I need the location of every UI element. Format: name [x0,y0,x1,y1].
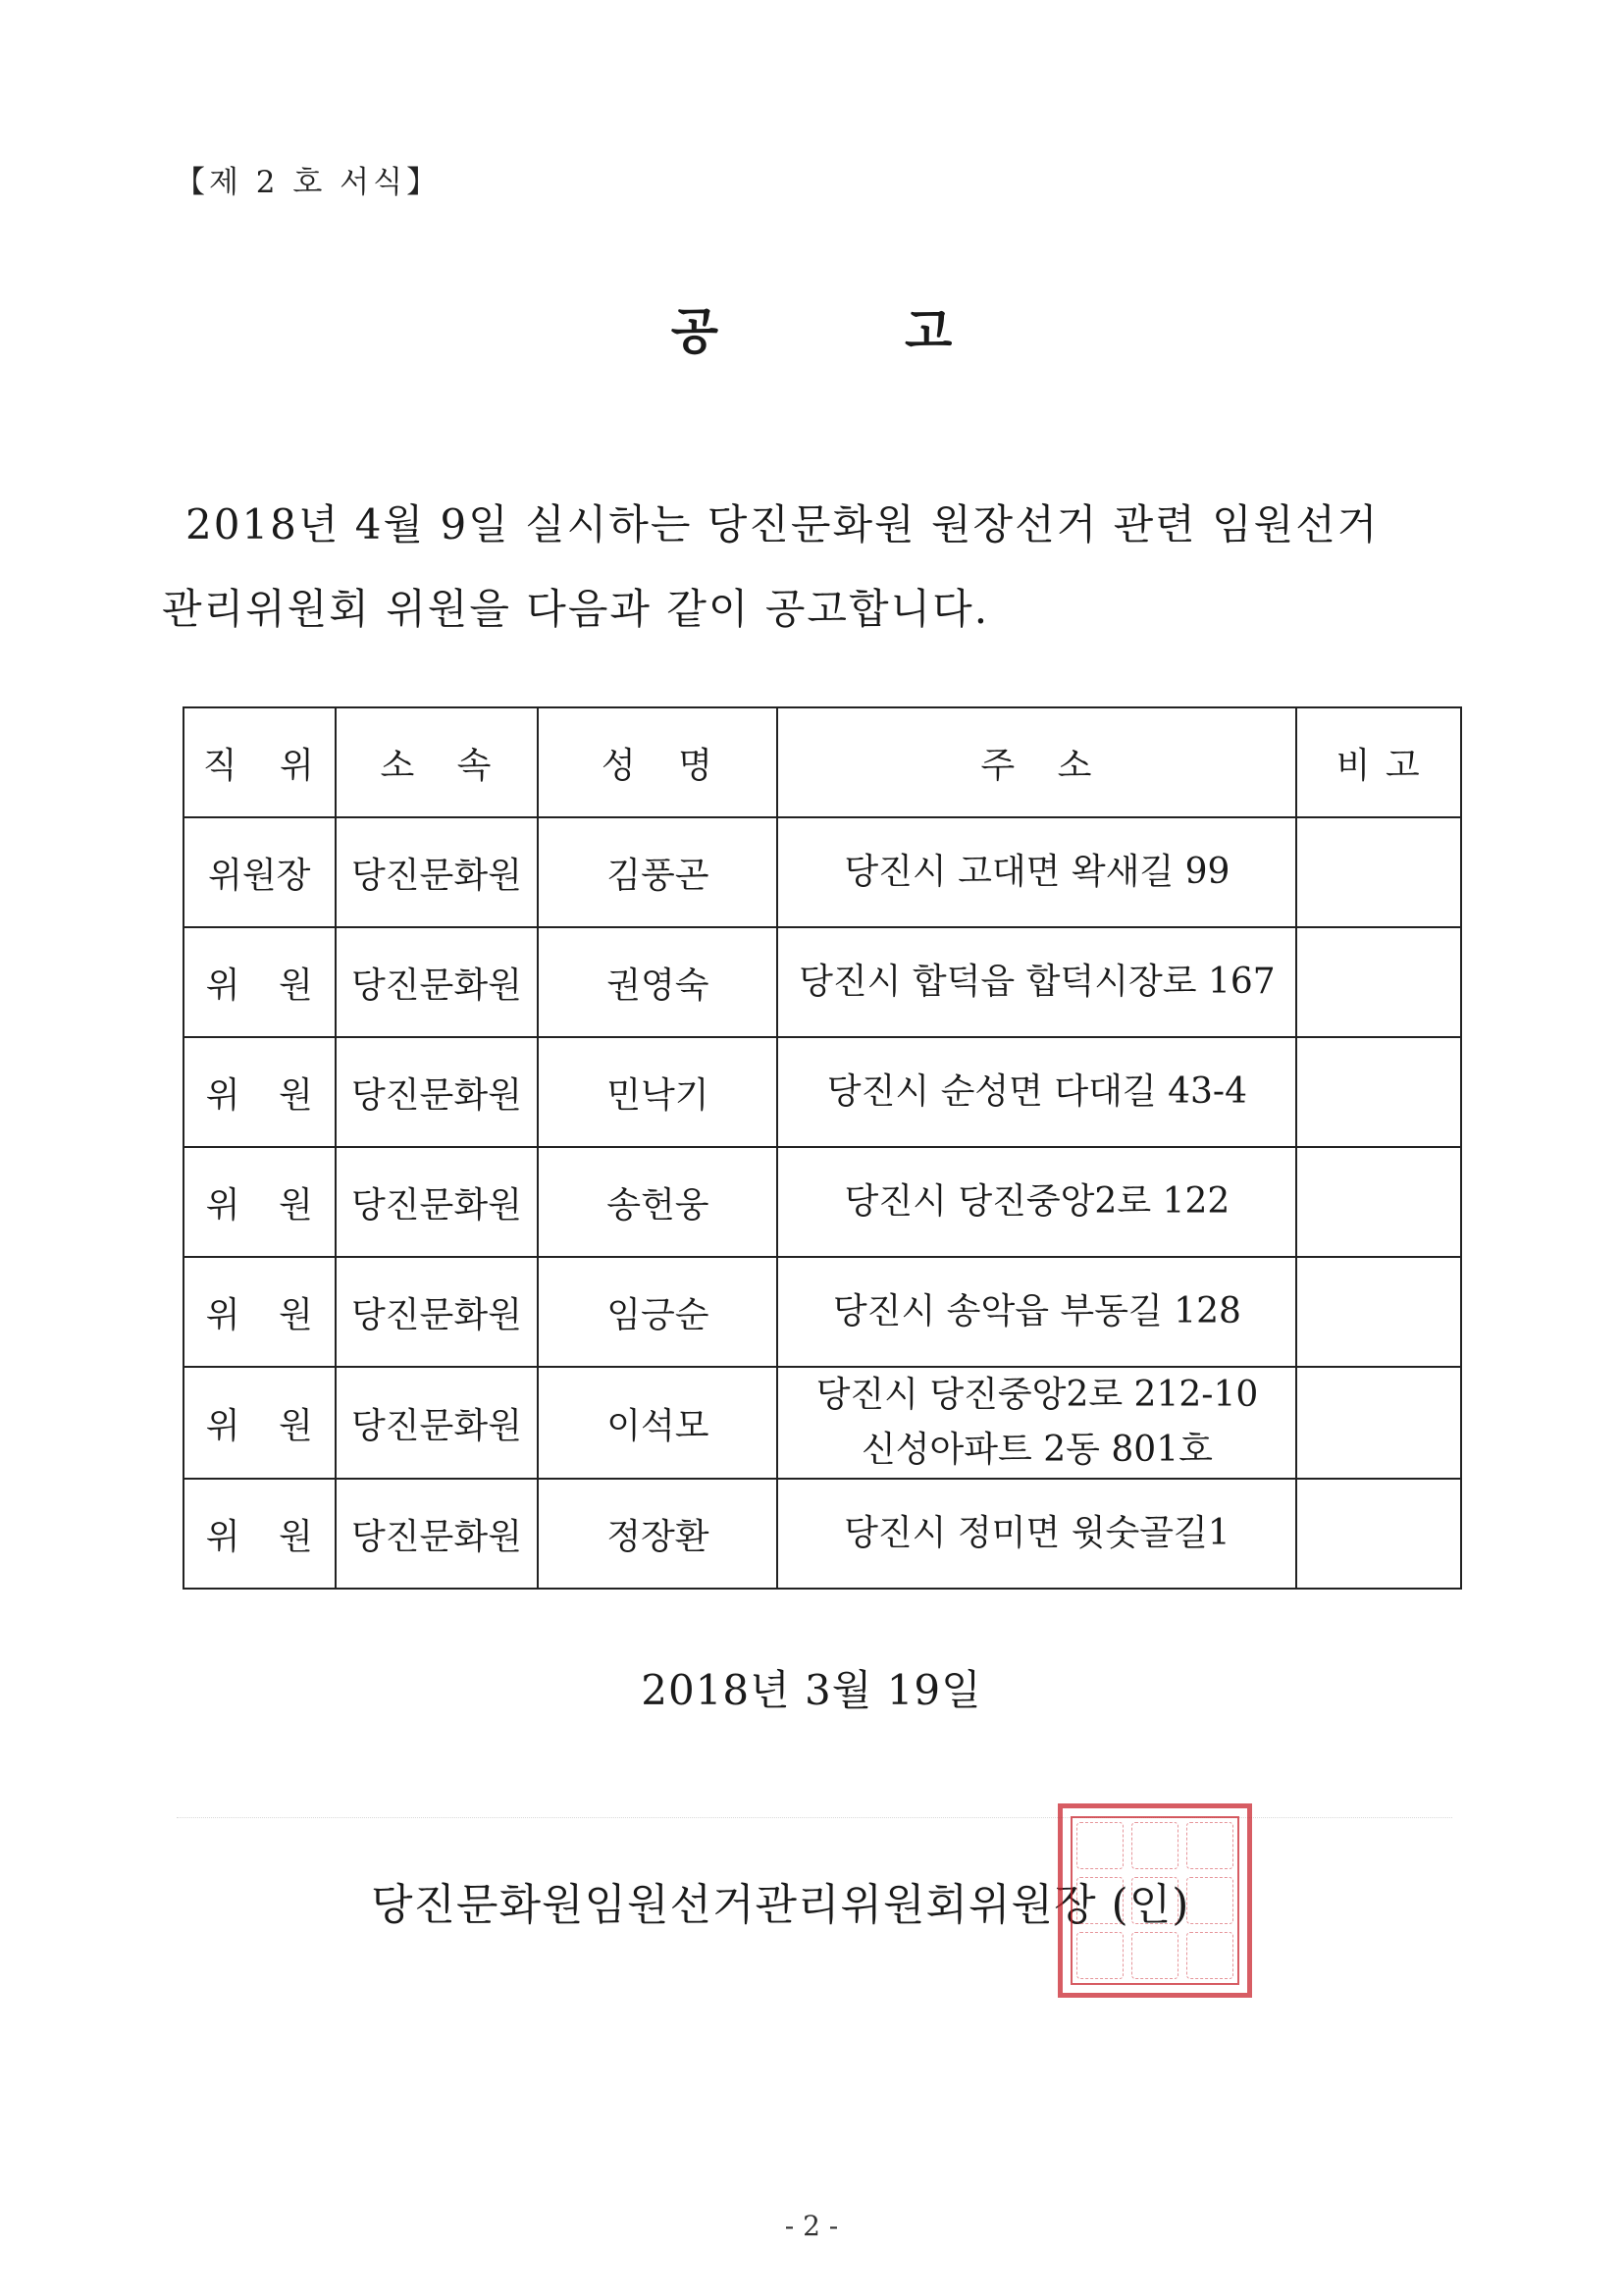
cell-position: 위 원 [183,1479,336,1589]
document-title [0,292,1623,363]
title-char-left: 공 [670,302,718,360]
cell-name: 송헌웅 [538,1147,777,1257]
cell-affiliation: 당진문화원 [336,817,539,927]
cell-note [1296,1037,1461,1147]
scan-divider [177,1817,1452,1818]
cell-affiliation: 당진문화원 [336,1367,539,1479]
header-name: 성 명 [538,707,777,817]
cell-address [777,1147,1296,1257]
cell-address [777,927,1296,1037]
table-row [183,1257,1461,1367]
cell-address [777,817,1296,927]
cell-position: 위 원 [183,1367,336,1479]
notice-line-2: 관리위원회 위원을 다음과 같이 공고합니다. [162,585,990,633]
cell-position: 위 원 [183,927,336,1037]
cell-name: 임긍순 [538,1257,777,1367]
table-row [183,927,1461,1037]
cell-affiliation: 당진문화원 [336,927,539,1037]
address-line: 당진시 고대면 왁새길 99 [844,852,1230,892]
table-row [183,1037,1461,1147]
seal-pattern [1071,1816,1239,1985]
signer-title: 당진문화원임원선거관리위원회위원장 (인) [371,1880,1190,1930]
title-char-right: 고 [905,302,953,360]
form-number-label: 【제 2 호 서식】 [175,165,442,200]
address-line: 당진시 순성면 다대길 43-4 [826,1071,1247,1112]
cell-note [1296,1257,1461,1367]
table-row [183,1147,1461,1257]
cell-position: 위원장 [183,817,336,927]
cell-note [1296,817,1461,927]
cell-name: 정장환 [538,1479,777,1589]
cell-address [777,1257,1296,1367]
cell-address [777,1367,1296,1479]
cell-affiliation: 당진문화원 [336,1479,539,1589]
cell-note [1296,927,1461,1037]
cell-position: 위 원 [183,1257,336,1367]
official-seal-stamp [1058,1803,1252,1998]
table-header-row [183,707,1461,817]
notice-body [162,483,1496,652]
committee-members-table [183,706,1462,1590]
cell-note [1296,1479,1461,1589]
header-note: 비 고 [1296,707,1461,817]
cell-name: 민낙기 [538,1037,777,1147]
table-row [183,817,1461,927]
address-line-2: 신성아파트 2동 801호 [861,1430,1213,1470]
cell-affiliation: 당진문화원 [336,1257,539,1367]
cell-address [777,1037,1296,1147]
issue-date: 2018년 3월 19일 [641,1666,982,1714]
cell-position: 위 원 [183,1147,336,1257]
cell-name: 김풍곤 [538,817,777,927]
header-address: 주 소 [777,707,1296,817]
address-line: 당진시 당진중앙2로 212-10 [815,1375,1259,1415]
address-line: 당진시 당진중앙2로 122 [844,1181,1230,1222]
address-line: 당진시 합덕읍 합덕시장로 167 [799,962,1276,1002]
cell-name: 이석모 [538,1367,777,1479]
cell-note [1296,1367,1461,1479]
cell-position: 위 원 [183,1037,336,1147]
page-number: - 2 - [784,2210,839,2242]
table-row [183,1367,1461,1479]
address-line: 당진시 정미면 윗숫골길1 [844,1513,1230,1553]
table-row [183,1479,1461,1589]
cell-address [777,1479,1296,1589]
notice-line-1: 2018년 4월 9일 실시하는 당진문화원 원장선거 관련 임원선거 [185,500,1380,548]
address-line: 당진시 송악읍 부동길 128 [832,1291,1241,1331]
cell-affiliation: 당진문화원 [336,1037,539,1147]
header-affiliation: 소 속 [336,707,539,817]
cell-note [1296,1147,1461,1257]
header-position: 직 위 [183,707,336,817]
cell-name: 권영숙 [538,927,777,1037]
cell-affiliation: 당진문화원 [336,1147,539,1257]
